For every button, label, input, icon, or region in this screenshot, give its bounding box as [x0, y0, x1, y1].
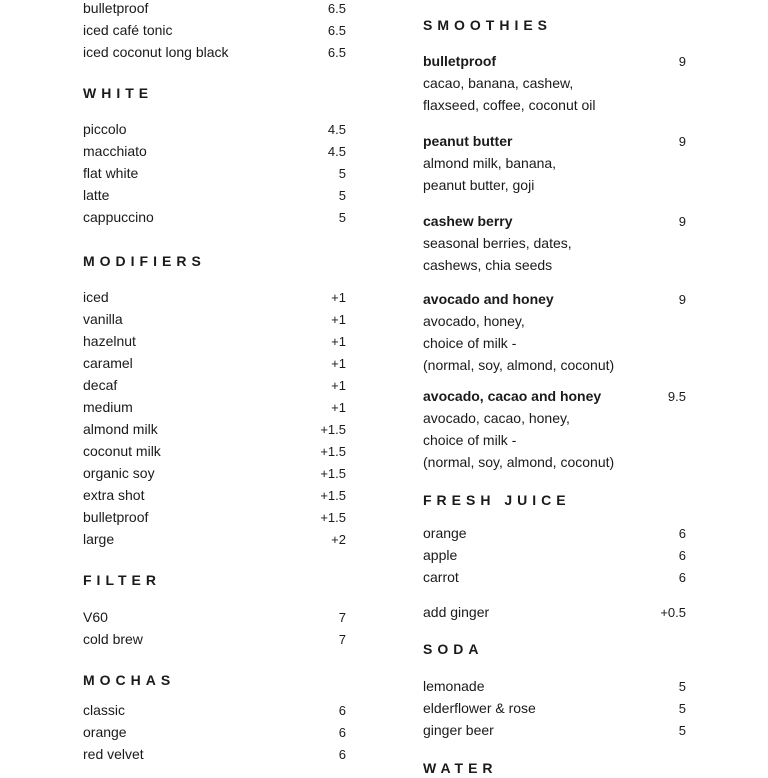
item-price: +1 [331, 378, 346, 393]
item-price: 6.5 [327, 23, 346, 38]
item-name: iced [83, 289, 109, 305]
item-name: peanut butter [423, 133, 513, 149]
item-price: +1.5 [320, 466, 346, 481]
smoothie-item [423, 288, 686, 376]
section-heading-fresh-juice: FRESH JUICE [423, 492, 571, 508]
item-price: +1 [331, 312, 346, 327]
item-price: 6 [678, 526, 686, 541]
item-price: +1 [331, 356, 346, 371]
menu-item [83, 19, 346, 41]
item-price: 6 [338, 703, 346, 718]
menu-item [83, 462, 346, 484]
menu-item [83, 743, 346, 765]
menu-item [423, 719, 686, 741]
section-heading-water: WATER [423, 760, 498, 776]
item-price: 6 [678, 548, 686, 563]
item-price: 4.5 [327, 144, 346, 159]
item-price: +1.5 [320, 488, 346, 503]
menu-item [83, 721, 346, 743]
item-name: avocado, cacao and honey [423, 388, 602, 404]
smoothie-header [423, 210, 686, 232]
item-name: apple [423, 547, 458, 563]
item-price: +1.5 [320, 444, 346, 459]
item-name: macchiato [83, 143, 147, 159]
item-name: extra shot [83, 487, 145, 503]
item-price: 5 [338, 166, 346, 181]
ingredients-line: cashews, chia seeds [423, 257, 553, 273]
item-name: organic soy [83, 465, 155, 481]
item-price: 5 [338, 188, 346, 203]
item-name: lemonade [423, 678, 485, 694]
item-name: iced café tonic [83, 22, 173, 38]
item-price: 6 [338, 747, 346, 762]
smoothie-header [423, 130, 686, 152]
smoothie-item [423, 385, 686, 473]
item-name: red velvet [83, 746, 144, 762]
item-price: 5 [338, 210, 346, 225]
item-name: hazelnut [83, 333, 136, 349]
item-name: cappuccino [83, 209, 154, 225]
menu-item [83, 118, 346, 140]
item-price: 5 [678, 723, 686, 738]
section-heading-smoothies: SMOOTHIES [423, 17, 553, 33]
menu-item [83, 330, 346, 352]
menu-item [83, 162, 346, 184]
soda-list [423, 675, 686, 741]
smoothie-header [423, 385, 686, 407]
ingredients-line: choice of milk - [423, 432, 517, 448]
item-price: +1.5 [320, 422, 346, 437]
section-heading-soda: SODA [423, 641, 484, 657]
item-name: iced coconut long black [83, 44, 229, 60]
item-name: bulletproof [423, 53, 497, 69]
item-name: bulletproof [83, 0, 149, 16]
mochas-list [83, 699, 346, 765]
item-price: 9 [678, 134, 686, 149]
item-name: orange [83, 724, 127, 740]
menu-item [83, 418, 346, 440]
item-price: 9.5 [667, 389, 686, 404]
ingredients-line: avocado, cacao, honey, [423, 410, 570, 426]
item-name: bulletproof [83, 509, 149, 525]
menu-item [423, 601, 686, 623]
item-price: +0.5 [660, 605, 686, 620]
item-name: add ginger [423, 604, 490, 620]
menu-item [83, 396, 346, 418]
menu-item [423, 697, 686, 719]
fresh-juice-list [423, 522, 686, 588]
menu-item [423, 544, 686, 566]
item-price: 6 [678, 570, 686, 585]
item-name: almond milk [83, 421, 158, 437]
item-name: medium [83, 399, 133, 415]
item-price: 7 [338, 632, 346, 647]
item-price: 9 [678, 292, 686, 307]
item-name: ginger beer [423, 722, 494, 738]
smoothie-item [423, 50, 686, 116]
item-name: orange [423, 525, 467, 541]
item-name: decaf [83, 377, 118, 393]
menu-item [83, 184, 346, 206]
ingredients-line: (normal, soy, almond, coconut) [423, 357, 615, 373]
item-price: +1 [331, 400, 346, 415]
menu-item [83, 286, 346, 308]
section-heading-filter: FILTER [83, 572, 161, 588]
ingredients-line: peanut butter, goji [423, 177, 535, 193]
ingredients-line: almond milk, banana, [423, 155, 557, 171]
section-heading-modifiers: MODIFIERS [83, 253, 206, 269]
smoothie-header [423, 288, 686, 310]
item-price: 9 [678, 214, 686, 229]
menu-item [83, 140, 346, 162]
section-heading-mochas: MOCHAS [83, 672, 176, 688]
item-price: 6.5 [327, 45, 346, 60]
smoothie-item [423, 130, 686, 196]
item-price: +1 [331, 334, 346, 349]
top-list [83, 0, 346, 63]
white-list [83, 118, 346, 228]
ingredients-line: seasonal berries, dates, [423, 235, 572, 251]
ingredients-line: choice of milk - [423, 335, 517, 351]
menu-item [423, 675, 686, 697]
menu-item [83, 206, 346, 228]
menu-item [83, 440, 346, 462]
item-price: 4.5 [327, 122, 346, 137]
smoothie-item [423, 210, 686, 276]
menu-item [83, 699, 346, 721]
menu-item [83, 484, 346, 506]
menu-item [83, 528, 346, 550]
ingredients-line: flaxseed, coffee, coconut oil [423, 97, 596, 113]
item-name: classic [83, 702, 126, 718]
item-price: 7 [338, 610, 346, 625]
section-heading-white: WHITE [83, 85, 154, 101]
item-price: 5 [678, 701, 686, 716]
menu-item [423, 566, 686, 588]
item-name: cold brew [83, 631, 143, 647]
menu-item [83, 0, 346, 19]
ingredients-line: (normal, soy, almond, coconut) [423, 454, 615, 470]
menu-item [423, 522, 686, 544]
item-name: vanilla [83, 311, 123, 327]
item-price: +1.5 [320, 510, 346, 525]
menu-item [83, 41, 346, 63]
item-name: V60 [83, 609, 108, 625]
item-name: flat white [83, 165, 139, 181]
item-name: piccolo [83, 121, 127, 137]
item-name: caramel [83, 355, 133, 371]
add-ginger-row [423, 601, 686, 623]
menu-item [83, 506, 346, 528]
item-price: 6 [338, 725, 346, 740]
item-name: elderflower & rose [423, 700, 536, 716]
item-name: avocado and honey [423, 291, 554, 307]
item-name: latte [83, 187, 110, 203]
item-price: +2 [331, 532, 346, 547]
item-name: cashew berry [423, 213, 513, 229]
menu-item [83, 374, 346, 396]
menu-item [83, 628, 346, 650]
item-name: coconut milk [83, 443, 161, 459]
item-price: 6.5 [327, 1, 346, 16]
menu-item [83, 308, 346, 330]
item-price: +1 [331, 290, 346, 305]
menu-item [83, 606, 346, 628]
filter-list [83, 606, 346, 650]
ingredients-line: avocado, honey, [423, 313, 525, 329]
smoothie-header [423, 50, 686, 72]
modifiers-list [83, 286, 346, 550]
ingredients-line: cacao, banana, cashew, [423, 75, 574, 91]
item-name: carrot [423, 569, 459, 585]
item-price: 9 [678, 54, 686, 69]
menu-item [83, 352, 346, 374]
item-price: 5 [678, 679, 686, 694]
item-name: large [83, 531, 115, 547]
